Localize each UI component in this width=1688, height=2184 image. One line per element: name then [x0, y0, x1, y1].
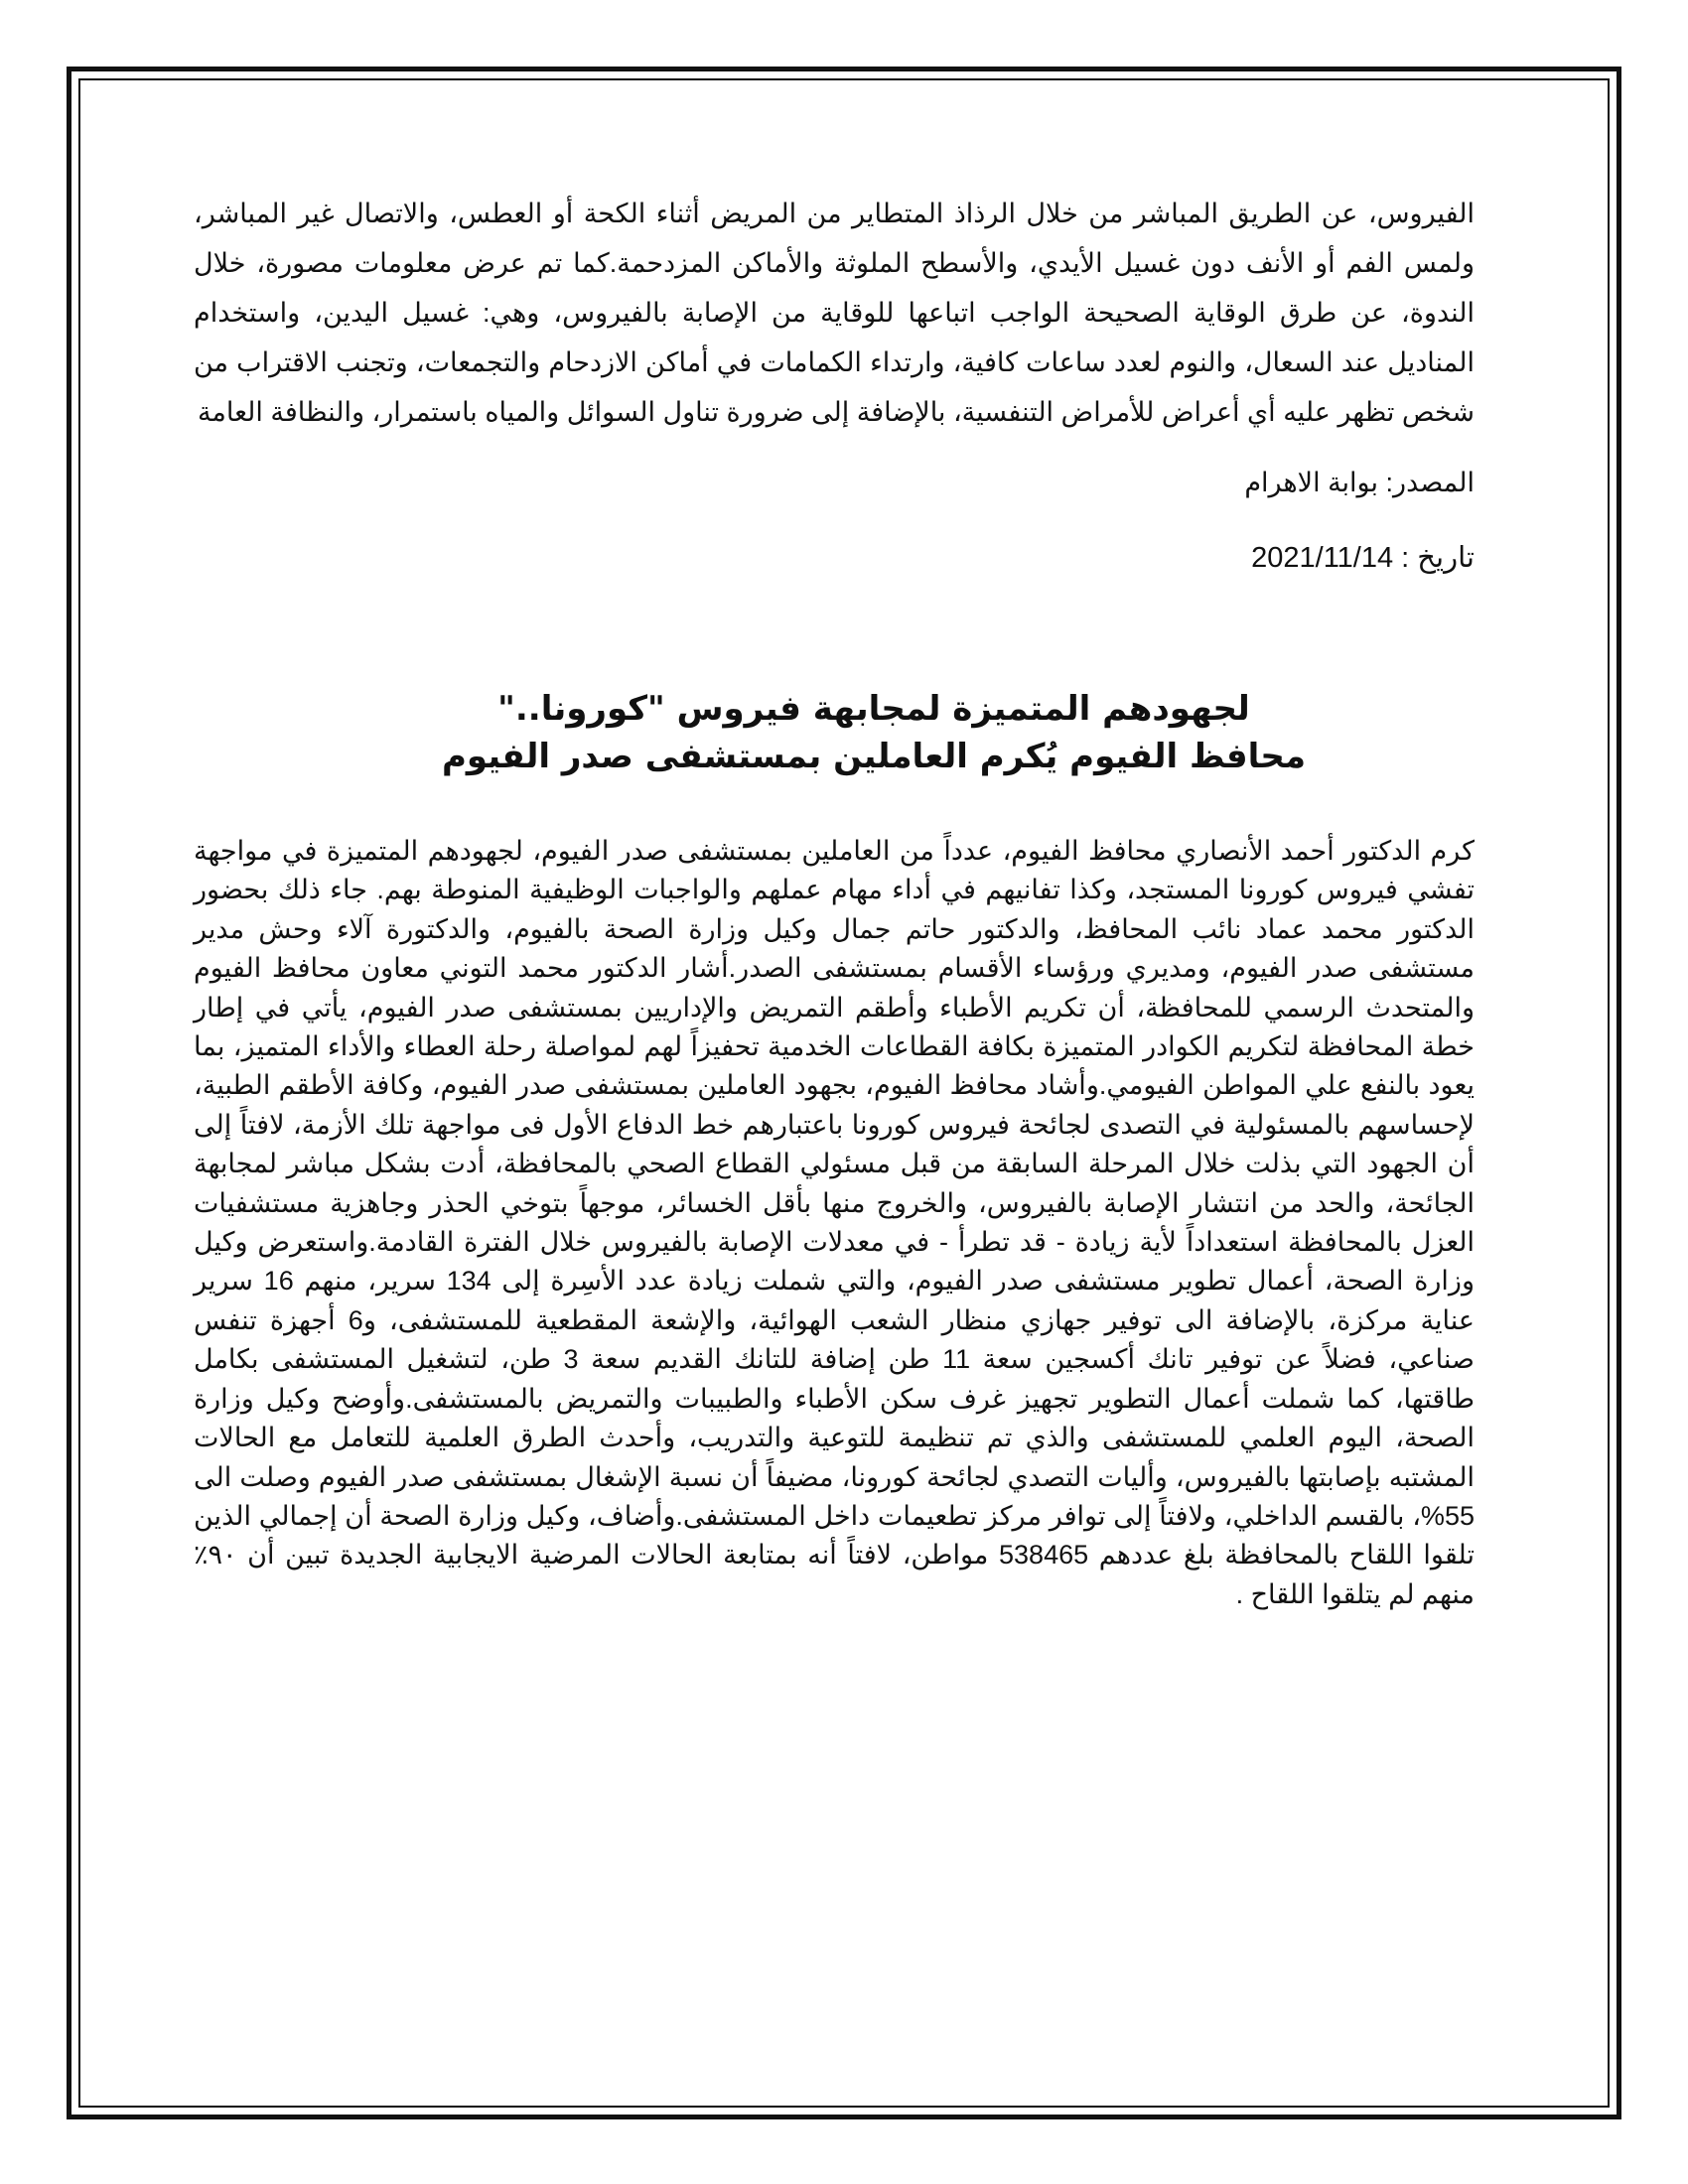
document-content: [194, 189, 1475, 1614]
article-headline: [194, 685, 1475, 780]
article-body: كرم الدكتور أحمد الأنصاري محافظ الفيوم، عدداً من العاملين بمستشفى صدر الفيوم، لجهودهم المتميزة في مواجهة تفشي فيروس كورونا المستجد، وكذا تفانيهم في أداء مهام عملهم والواجبات الوظيفية المنوطة بهم. جاء ذلك بحضور الدكتور محمد عماد نائب المحافظ، والدكتور حاتم جمال وكيل وزارة الصحة بالفيوم، والدكتورة آلاء وحش مدير مستشفى صدر الفيوم، ومديري ورؤساء الأقسام بمستشفى الصدر.أشار الدكتور محمد التوني معاون محافظ الفيوم والمتحدث الرسمي للمحافظة، أن تكريم الأطباء وأطقم التمريض والإداريين بمستشفى صدر الفيوم، يأتي في إطار خطة المحافظة لتكريم الكوادر المتميزة بكافة القطاعات الخدمية تحفيزاً لهم لمواصلة رحلة العطاء والأداء المتميز، بما يعود بالنفع علي المواطن الفيومي.وأشاد محافظ الفيوم، بجهود العاملين بمستشفى صدر الفيوم، وكافة الأطقم الطبية، لإحساسهم بالمسئولية في التصدى لجائحة فيروس كورونا باعتبارهم خط الدفاع الأول فى مواجهة تلك الأزمة، لافتاً إلى أن الجهود التي بذلت خلال المرحلة السابقة من قبل مسئولي القطاع الصحي بالمحافظة، أدت بشكل مباشر لمجابهة الجائحة، والحد من انتشار الإصابة بالفيروس، والخروج منها بأقل الخسائر، موجهاً بتوخي الحذر وجاهزية مستشفيات العزل بالمحافظة استعداداً لأية زيادة - قد تطرأ - في معدلات الإصابة بالفيروس خلال الفترة القادمة.واستعرض وكيل وزارة الصحة، أعمال تطوير مستشفى صدر الفيوم، والتي شملت زيادة عدد الأسِرة إلى 134 سرير، منهم 16 سرير عناية مركزة، بالإضافة الى توفير جهازي منظار الشعب الهوائية، والإشعة المقطعية للمستشفى، و6 أجهزة تنفس صناعي، فضلاً عن توفير تانك أكسجين سعة 11 طن إضافة للتانك القديم سعة 3 طن، لتشغيل المستشفى بكامل طاقتها، كما شملت أعمال التطوير تجهيز غرف سكن الأطباء والطبيبات والتمريض بالمستشفى.وأوضح وكيل وزارة الصحة، اليوم العلمي للمستشفى والذي تم تنظيمة للتوعية والتدريب، وأحدث الطرق العلمية للتعامل مع الحالات المشتبه بإصابتها بالفيروس، وأليات التصدي لجائحة كورونا، مضيفاً أن نسبة الإشغال بمستشفى صدر الفيوم وصلت الى 55%، بالقسم الداخلي، ولافتاً إلى توافر مركز تطعيمات داخل المستشفى.وأضاف، وكيل وزارة الصحة أن إجمالي الذين تلقوا اللقاح بالمحافظة بلغ عددهم 538465 مواطن، لافتاً أنه بمتابعة الحالات المرضية الايجابية الجديدة تبين أن ٩٠٪ منهم لم يتلقوا اللقاح .: [194, 836, 1475, 1609]
date-line: تاريخ : 2021/11/14: [1251, 542, 1475, 574]
source-line: المصدر: بوابة الاهرام: [1244, 468, 1475, 497]
headline-line-2: محافظ الفيوم يُكرم العاملين بمستشفى صدر الفيوم: [442, 737, 1306, 776]
headline-line-1: لجهودهم المتميزة لمجابهة فيروس "كورونا..": [497, 689, 1250, 729]
intro-paragraph: الفيروس، عن الطريق المباشر من خلال الرذاذ المتطاير من المريض أثناء الكحة أو العطس، والاتصال غير المباشر، ولمس الفم أو الأنف دون غسيل الأيدي، والأسطح الملوثة والأماكن المزدحمة.كما تم عرض معلومات مصورة، خلال الندوة، عن طرق الوقاية الصحيحة الواجب اتباعها للوقاية من الإصابة بالفيروس، وهي: غسيل اليدين، واستخدام المناديل عند السعال، والنوم لعدد ساعات كافية، وارتداء الكمامات في أماكن الازدحام والتجمعات، وتجنب الاقتراب من شخص تظهر عليه أي أعراض للأمراض التنفسية، بالإضافة إلى ضرورة تناول السوائل والمياه باستمرار، والنظافة العامة: [194, 199, 1475, 427]
